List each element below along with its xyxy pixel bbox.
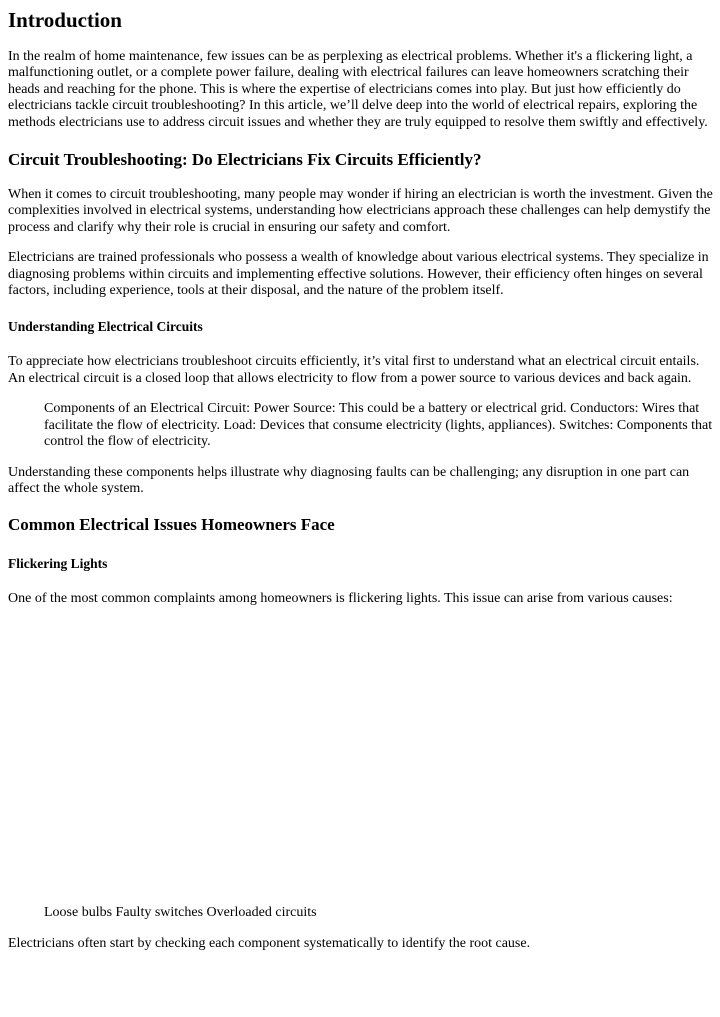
common-issues-heading: Common Electrical Issues Homeowners Face xyxy=(8,515,335,535)
trained-professionals-paragraph: Electricians are trained professionals who possess a wealth of knowledge about various electrical systems. They specialize in diagnosing problems within circuits and implementing effective solutions. However, their efficiency often hinges on several factors, including experience, tools at their disposal, and the nature of the problem itself. xyxy=(8,250,709,299)
components-summary-paragraph: Understanding these components helps illustrate why diagnosing faults can be challenging; any disruption in one part can affect the whole system. xyxy=(8,464,690,496)
flickering-intro-paragraph: One of the most common complaints among homeowners is flickering lights. This issue can arise from various causes: xyxy=(8,591,673,607)
flickering-lights-heading: Flickering Lights xyxy=(8,556,108,572)
circuit-definition-paragraph: To appreciate how electricians troubleshoot circuits efficiently, it’s vital first to understand what an electrical circuit entails. An electrical circuit is a closed loop that allows electricity to flow from a power source to various devices and back again. xyxy=(8,354,700,386)
article xyxy=(8,0,714,953)
systematic-check-paragraph: Electricians often start by checking each component systematically to identify the root cause. xyxy=(8,936,531,952)
circuit-components-list: Components of an Electrical Circuit: Power Source: This could be a battery or electrical grid. Conductors: Wires that facilitate the flow of electricity. Load: Devices that consume electricity (lights, appliances). Switches: Components that control the flow of electricity. xyxy=(44,401,713,450)
investment-paragraph: When it comes to circuit troubleshooting, many people may wonder if hiring an electrician is worth the investment. Given the complexities involved in electrical systems, understanding how electricians approach these challenges can help demystify the process and clarify why their role is crucial in ensuring our safety and comfort. xyxy=(8,187,713,235)
intro-heading: Introduction xyxy=(8,8,122,32)
understanding-circuits-heading: Understanding Electrical Circuits xyxy=(8,319,203,335)
intro-paragraph: In the realm of home maintenance, few issues can be as perplexing as electrical problems. Whether it's a flickering light, a malfunctioning outlet, or a complete power failure, dealing with electrical failures can leave homeowners scratching their heads and reaching for the phone. This is where the expertise of electricians comes into play. But just how efficiently do electricians tackle circuit troubleshooting? In this article, we’ll delve deep into the world of electrical repairs, exploring the methods electricians use to address circuit issues and whether they are truly equipped to resolve them swiftly and effectively. xyxy=(8,49,708,130)
circuit-troubleshooting-heading: Circuit Troubleshooting: Do Electricians Fix Circuits Efficiently? xyxy=(8,150,482,170)
flickering-causes-list: Loose bulbs Faulty switches Overloaded circuits xyxy=(44,904,317,920)
blank-image-area xyxy=(8,608,714,905)
